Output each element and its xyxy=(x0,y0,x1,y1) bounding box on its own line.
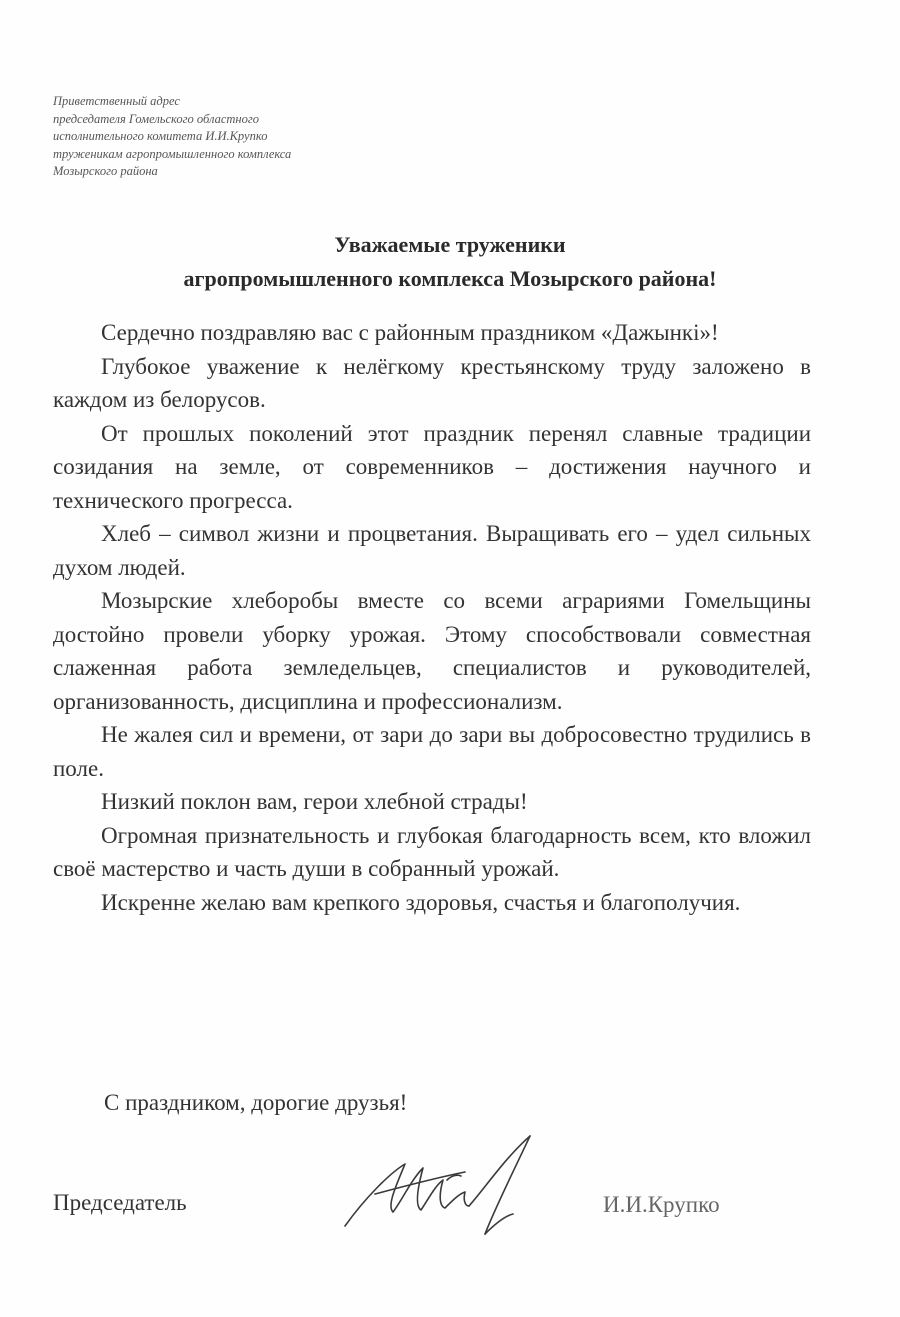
paragraph: Не жалея сил и времени, от зари до зари вы добросовестно трудились в поле. xyxy=(53,722,811,781)
paragraph: Низкий поклон вам, герои хлебной страды! xyxy=(101,789,528,814)
title-line-2: агропромышленного комплекса Мозырского района! xyxy=(183,266,717,291)
paragraph: Искренне желаю вам крепкого здоровья, счастья и благополучия. xyxy=(101,889,741,915)
title-line-1: Уважаемые труженики xyxy=(334,232,566,257)
header-note xyxy=(53,93,433,181)
paragraph: Хлеб – символ жизни и процветания. Выращивать его – удел сильных духом людей. xyxy=(53,521,811,580)
letter-title xyxy=(40,228,860,296)
paragraph: Сердечно поздравляю вас с районным праздником «Дажынкі»! xyxy=(101,320,719,345)
letter-body xyxy=(53,316,811,919)
signatory-name: И.И.Крупко xyxy=(603,1192,720,1217)
paragraph: Огромная признательность и глубокая благодарность всем, кто вложил своё мастерство и часть души в собранный урожай. xyxy=(53,822,811,881)
header-note-line: исполнительного комитета И.И.Крупко xyxy=(53,129,268,143)
paragraph: Глубокое уважение к нелёгкому крестьянскому труду заложено в каждом из белорусов. xyxy=(53,353,811,412)
header-note-line: труженикам агропромышленного комплекса xyxy=(53,146,292,161)
paragraph: Мозырские хлеборобы вместе со всеми аграриями Гомельщины достойно провели уборку урожая. Этому способствовали совместная слаженная работа земледельцев, специалистов и руководителей, организованность, дисциплина и профессионализм. xyxy=(53,588,811,714)
handwritten-signature xyxy=(335,1128,555,1240)
header-note-line: председателя Гомельского областного xyxy=(53,111,259,126)
closing-line: С праздником, дорогие друзья! xyxy=(104,1090,408,1115)
paragraph: От прошлых поколений этот праздник перенял славные традиции созидания на земле, от современников – достижения научного и технического прогресса. xyxy=(53,420,811,513)
signatory-title: Председатель xyxy=(53,1190,187,1215)
header-note-line: Мозырского района xyxy=(53,164,158,178)
header-note-line: Приветственный адрес xyxy=(53,94,180,108)
